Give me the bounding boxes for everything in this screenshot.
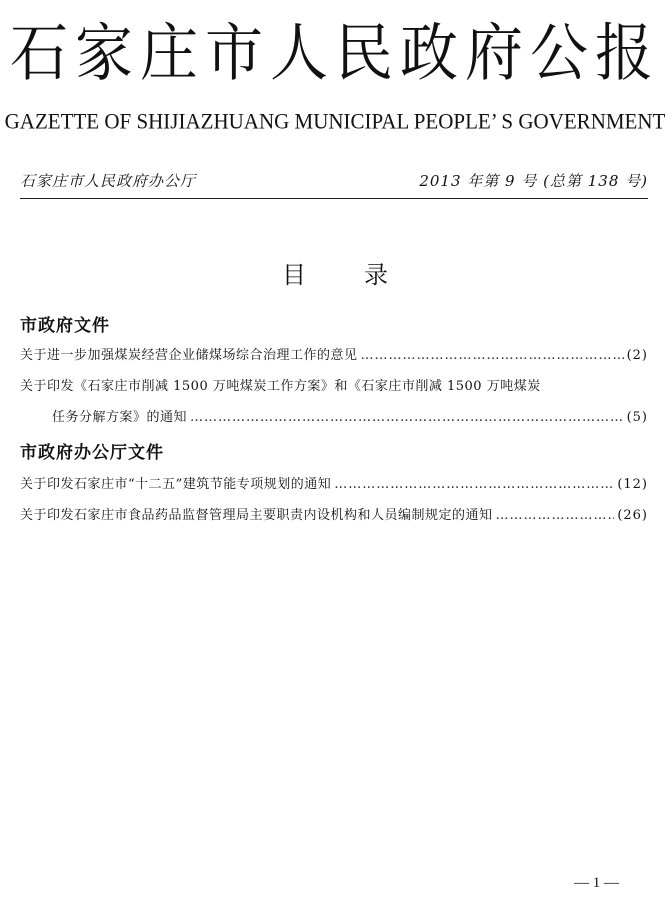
toc-dot-leader	[334, 474, 614, 496]
toc-heading: 目录	[282, 261, 446, 289]
publisher-name: 石家庄市人民政府办公厅	[20, 172, 197, 190]
toc-entry[interactable]	[20, 345, 648, 367]
toc-dot-leader	[361, 345, 624, 367]
toc-entry[interactable]	[20, 474, 648, 496]
section-title-municipal-documents: 市政府文件	[20, 316, 110, 336]
toc-dot-leader	[496, 505, 615, 527]
issue-meta-row	[20, 170, 648, 194]
toc-dot-leader	[190, 407, 624, 429]
toc-entry-title-line1[interactable]: 关于印发《石家庄市削减 1500 万吨煤炭工作方案》和《石家庄市削减 1500 万吨煤炭	[20, 379, 541, 394]
section-title-office-documents: 市政府办公厅文件	[20, 443, 164, 463]
toc-entry[interactable]	[20, 505, 648, 527]
toc-entry-page: (2)	[626, 348, 648, 363]
toc-entry[interactable]	[52, 407, 648, 429]
toc-entry-title: 关于进一步加强煤炭经营企业储煤场综合治理工作的意见	[20, 348, 358, 363]
header-divider	[20, 198, 648, 199]
gazette-masthead-title: 石家庄市人民政府公报	[9, 16, 660, 90]
toc-entry-page: (12)	[617, 477, 648, 492]
issue-number: 2013 年第 9 号 (总第 138 号)	[419, 172, 648, 190]
toc-entry-title-line2: 任务分解方案》的通知	[52, 410, 188, 425]
page-number: — 1 —	[574, 875, 619, 891]
toc-entry-page: (5)	[626, 410, 648, 425]
toc-entry-page: (26)	[617, 508, 648, 523]
gazette-masthead-subtitle: GAZETTE OF SHIJIAZHUANG MUNICIPAL PEOPLE’ S GOVERNMENT	[4, 108, 666, 134]
toc-entry-title: 关于印发石家庄市食品药品监督管理局主要职责内设机构和人员编制规定的通知	[20, 508, 493, 523]
toc-entry-title: 关于印发石家庄市“十二五”建筑节能专项规划的通知	[20, 477, 332, 492]
